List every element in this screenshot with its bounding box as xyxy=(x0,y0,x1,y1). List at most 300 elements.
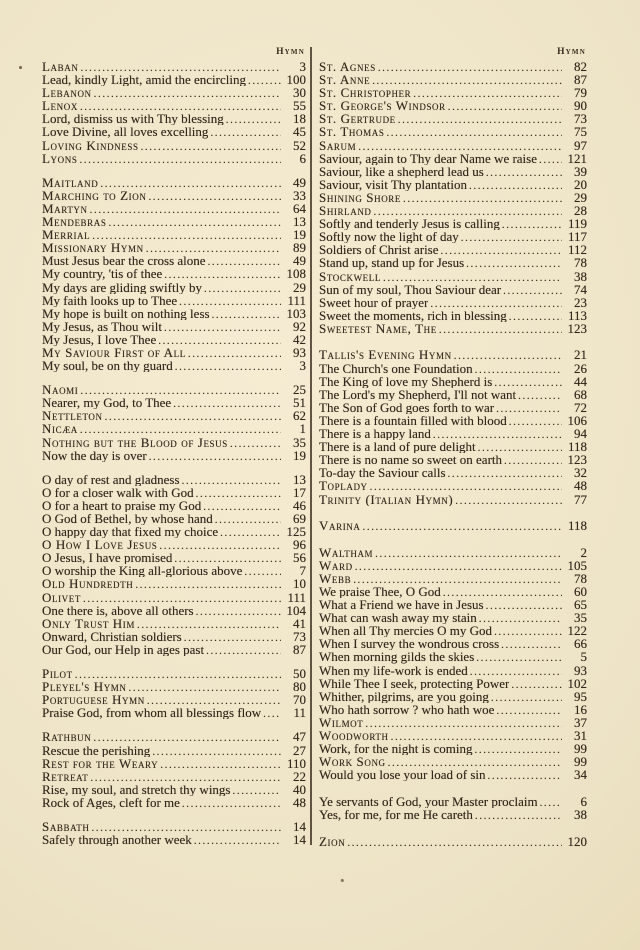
hymn-number: 62 xyxy=(293,408,306,424)
hymn-number: 78 xyxy=(574,570,587,586)
hymn-title: Saviour, visit Thy plantation xyxy=(319,177,468,191)
index-entry-row xyxy=(319,204,587,217)
hymn-title: Ye servants of God, your Master proclaim xyxy=(319,794,538,808)
index-entry-row xyxy=(319,637,587,650)
hymn-number: 3 xyxy=(299,59,306,74)
index-entry-row xyxy=(319,650,587,663)
hymn-number: 111 xyxy=(287,292,306,308)
hymn-title: Lebanon xyxy=(42,86,92,100)
index-entry-row xyxy=(319,309,587,322)
index-group xyxy=(42,730,306,809)
dot-leader xyxy=(475,808,562,823)
index-entry-row xyxy=(42,396,306,409)
hymn-number: 35 xyxy=(293,434,306,450)
hymn-title: There is no name so sweet on earth xyxy=(319,453,503,467)
hymn-number: 11 xyxy=(293,705,306,721)
hymn-title: Lyons xyxy=(42,151,78,165)
hymn-title: My days are gliding swiftly by xyxy=(42,280,202,294)
hymn-title: O day of rest and gladness xyxy=(42,472,180,486)
hymn-number: 49 xyxy=(293,253,306,269)
hymn-title: St. Anne xyxy=(319,73,371,87)
index-entry-row xyxy=(42,744,306,757)
index-entry-row xyxy=(42,796,306,809)
hymn-number: 33 xyxy=(293,187,306,203)
hymn-title: Work Song xyxy=(319,755,386,769)
hymn-title: Naomi xyxy=(42,383,79,397)
hymn-title: My faith looks up to Thee xyxy=(42,293,178,307)
hymn-title: O How I Love Jesus xyxy=(42,538,158,552)
hymn-title: There is a fountain filled with blood xyxy=(319,413,507,428)
hymn-number: 97 xyxy=(574,137,587,153)
index-entry-row xyxy=(319,453,587,466)
hymn-number: 65 xyxy=(574,597,587,613)
hymn-number: 121 xyxy=(567,150,587,166)
hymn-number: 10 xyxy=(293,576,306,592)
hymn-title: O God of Bethel, by whose hand xyxy=(42,512,213,526)
dot-leader xyxy=(347,835,562,850)
hymn-title: Missionary Hymn xyxy=(42,241,144,255)
hymn-title: Stand up, stand up for Jesus xyxy=(319,256,465,270)
hymn-title: Sweet hour of prayer xyxy=(319,295,429,309)
hymn-number: 87 xyxy=(574,72,587,88)
hymn-number: 27 xyxy=(293,742,306,758)
hymn-number: 45 xyxy=(293,124,306,140)
hymn-title: St. Christopher xyxy=(319,86,412,100)
hymn-number: 122 xyxy=(567,623,587,639)
hymn-title: Praise God, from whom all blessings flow xyxy=(42,706,262,720)
hymn-number: 38 xyxy=(574,806,587,822)
dot-leader xyxy=(79,152,281,167)
index-entry-row xyxy=(319,414,587,427)
dot-leader xyxy=(363,519,563,534)
hymn-number: 125 xyxy=(286,524,306,540)
index-entry-row xyxy=(42,73,306,86)
hymn-title: Mendebras xyxy=(42,215,107,229)
hymn-title: Waltham xyxy=(319,545,374,559)
hymn-title: While Thee I seek, protecting Power xyxy=(319,676,510,690)
hymn-title: The King of love my Shepherd is xyxy=(319,374,493,388)
index-entry-row xyxy=(42,307,306,320)
index-entry-row xyxy=(319,152,587,165)
hymn-number: 74 xyxy=(574,281,587,297)
hymn-title: We praise Thee, O God xyxy=(319,584,441,599)
index-entry-row xyxy=(42,486,306,499)
index-entry-row xyxy=(42,591,306,604)
hymn-number: 99 xyxy=(574,741,587,757)
hymn-number: 110 xyxy=(286,755,306,771)
index-entry-row xyxy=(319,466,587,479)
index-entry-row xyxy=(319,742,587,755)
hymn-title: Whither, pilgrims, are you going xyxy=(319,689,489,703)
hymn-number: 52 xyxy=(293,137,306,153)
hymn-title: The Church's one Foundation xyxy=(319,361,473,375)
index-entry-row xyxy=(319,112,587,125)
hymn-number: 94 xyxy=(574,426,587,442)
hymn-number: 17 xyxy=(293,484,306,500)
hymn-title: One there is, above all others xyxy=(42,603,194,617)
hymn-title: When all Thy mercies O my God xyxy=(319,624,493,638)
hymn-title: Yes, for me, for me He careth xyxy=(319,807,473,822)
index-entry-row xyxy=(42,189,306,202)
hymn-number: 16 xyxy=(574,701,587,717)
hymn-title: When I survey the wondrous cross xyxy=(319,637,500,651)
index-entry-row xyxy=(42,60,306,73)
hymn-number: 13 xyxy=(293,471,306,487)
hymn-title: What a Friend we have in Jesus xyxy=(319,598,484,612)
index-entry-row xyxy=(42,333,306,346)
hymn-number: 120 xyxy=(567,833,587,849)
hymn-number: 73 xyxy=(293,628,306,644)
hymn-title: O happy day that fixed my choice xyxy=(42,525,219,539)
index-entry-row xyxy=(319,795,587,808)
index-rows-left xyxy=(42,60,306,846)
hymn-title: Trinity (Italian Hymn) xyxy=(319,492,454,506)
index-entry-row xyxy=(42,383,306,396)
index-group xyxy=(319,546,587,782)
hymn-number: 123 xyxy=(567,320,587,336)
index-entry-row xyxy=(42,643,306,656)
hymn-title: Ward xyxy=(319,558,353,572)
hymn-title: Sweet the moments, rich in blessing xyxy=(319,308,507,322)
hymn-title: O worship the King all-glorious above xyxy=(42,564,243,578)
index-entry-row xyxy=(319,322,587,335)
hymn-number: 64 xyxy=(293,200,306,216)
hymn-number: 89 xyxy=(293,240,306,256)
hymn-number: 55 xyxy=(293,98,306,114)
index-entry-row xyxy=(319,835,587,848)
index-entry-row xyxy=(319,73,587,86)
index-entry-row xyxy=(319,165,587,178)
index-entry-row xyxy=(42,152,306,165)
index-entry-row xyxy=(319,440,587,453)
hymn-title: Zion xyxy=(319,834,346,848)
hymn-title: Who hath sorrow ? who hath woe xyxy=(319,702,495,716)
hymn-title: Would you lose your load of sin xyxy=(319,768,486,782)
hymn-number: 90 xyxy=(574,98,587,114)
hymn-number: 49 xyxy=(293,174,306,190)
hymn-number: 13 xyxy=(293,214,306,230)
column-header-hymn-right: Hymn xyxy=(557,47,586,57)
hymn-number: 22 xyxy=(293,768,306,784)
hymn-number: 30 xyxy=(293,85,306,101)
index-group xyxy=(319,60,587,335)
hymn-number: 68 xyxy=(574,386,587,402)
index-group xyxy=(319,835,587,848)
hymn-title: Sweetest Name, The xyxy=(319,321,437,335)
hymn-number: 118 xyxy=(567,439,587,455)
hymn-title: St. Gertrude xyxy=(319,112,396,126)
hymn-number: 102 xyxy=(567,675,587,691)
hymn-number: 19 xyxy=(293,227,306,243)
hymn-title: Softly and tenderly Jesus is calling xyxy=(319,217,500,231)
index-entry-row xyxy=(319,729,587,742)
ink-speck xyxy=(19,66,22,69)
hymn-title: Must Jesus bear the cross alone xyxy=(42,254,206,268)
hymn-number: 99 xyxy=(574,754,587,770)
hymn-title: Laban xyxy=(42,60,79,74)
hymn-number: 66 xyxy=(574,636,587,652)
hymn-number: 19 xyxy=(293,447,306,463)
index-entry-row xyxy=(319,611,587,624)
dot-leader xyxy=(488,768,563,783)
index-entry-row xyxy=(42,820,306,833)
hymn-title: Old Hundredth xyxy=(42,577,134,591)
index-entry-row xyxy=(319,362,587,375)
hymn-number: 40 xyxy=(293,781,306,797)
index-entry-row xyxy=(42,667,306,680)
index-entry-row xyxy=(42,604,306,617)
hymn-title: Nicæa xyxy=(42,422,78,436)
hymn-title: My Jesus, I love Thee xyxy=(42,332,157,346)
dot-leader xyxy=(182,796,281,811)
index-entry-row xyxy=(42,499,306,512)
hymn-title: O for a closer walk with God xyxy=(42,485,194,499)
index-entry-row xyxy=(319,755,587,768)
index-entry-row xyxy=(319,191,587,204)
hymn-title: My Saviour First of All xyxy=(42,345,186,360)
hymn-number: 95 xyxy=(574,688,587,704)
hymn-number: 42 xyxy=(293,331,306,347)
index-entry-row xyxy=(319,270,587,283)
index-entry-row xyxy=(42,86,306,99)
hymn-title: Pilot xyxy=(42,667,73,681)
hymn-number: 50 xyxy=(293,666,306,682)
index-entry-row xyxy=(42,320,306,333)
hymn-title: Lenox xyxy=(42,99,78,113)
hymn-number: 75 xyxy=(574,124,587,140)
index-entry-row xyxy=(319,283,587,296)
column-divider-rule xyxy=(310,47,312,845)
hymn-title: To-day the Saviour calls xyxy=(319,466,446,480)
hymn-number: 105 xyxy=(567,557,587,573)
hymn-number: 93 xyxy=(293,344,306,360)
hymn-number: 18 xyxy=(293,111,306,127)
hymn-number: 72 xyxy=(574,399,587,415)
hymn-number: 37 xyxy=(574,714,587,730)
hymn-number: 32 xyxy=(574,465,587,481)
dot-leader xyxy=(206,643,281,658)
hymn-title: Rock of Ages, cleft for me xyxy=(42,795,180,809)
index-entry-row xyxy=(319,86,587,99)
hymn-number: 14 xyxy=(293,832,306,848)
index-entry-row xyxy=(319,479,587,492)
hymn-number: 2 xyxy=(580,544,587,560)
hymn-number: 46 xyxy=(293,497,306,513)
index-entry-row xyxy=(319,401,587,414)
hymn-number: 41 xyxy=(293,615,306,631)
hymn-title: Work, for the night is coming xyxy=(319,742,473,756)
index-entry-row xyxy=(319,716,587,729)
hymn-number: 96 xyxy=(293,537,306,553)
index-entry-row xyxy=(42,176,306,189)
index-entry-row xyxy=(42,346,306,359)
hymn-number: 79 xyxy=(574,85,587,101)
index-entry-row xyxy=(319,559,587,572)
index-group xyxy=(319,348,587,505)
index-entry-row xyxy=(42,202,306,215)
hymn-title: There is a happy land xyxy=(319,427,431,441)
index-entry-row xyxy=(42,693,306,706)
hymn-number: 87 xyxy=(293,641,306,657)
hymn-title: Shining Shore xyxy=(319,190,402,205)
hymn-title: What can wash away my stain xyxy=(319,611,477,625)
hymn-title: My soul, be on thy guard xyxy=(42,359,173,373)
index-group xyxy=(42,60,306,165)
index-entry-row xyxy=(42,564,306,577)
hymn-number: 47 xyxy=(293,729,306,745)
hymn-title: Rest for the Weary xyxy=(42,756,159,770)
hymn-title: Only Trust Him xyxy=(42,616,135,630)
hymn-number: 23 xyxy=(574,294,587,310)
hymn-title: My Jesus, as Thou wilt xyxy=(42,319,163,333)
index-entry-row xyxy=(319,664,587,677)
hymn-number: 112 xyxy=(567,242,587,258)
hymn-title: Marching to Zion xyxy=(42,188,147,202)
hymn-title: Soldiers of Christ arise xyxy=(319,243,439,257)
hymn-title: Onward, Christian soldiers xyxy=(42,629,182,643)
index-entry-row xyxy=(319,230,587,243)
hymn-number: 21 xyxy=(574,347,587,363)
hymn-title: Rescue the perishing xyxy=(42,743,151,757)
index-entry-row xyxy=(319,677,587,690)
hymn-title: Toplady xyxy=(319,479,368,493)
index-entry-row xyxy=(319,217,587,230)
index-entry-row xyxy=(42,680,306,693)
index-entry-row xyxy=(42,139,306,152)
index-entry-row xyxy=(42,241,306,254)
hymn-title: Nearer, my God, to Thee xyxy=(42,396,172,410)
hymn-title: Lead, kindly Light, amid the encircling xyxy=(42,73,246,87)
hymn-number: 119 xyxy=(567,216,587,232)
hymn-title: Shirland xyxy=(319,204,372,218)
dot-leader xyxy=(194,833,281,848)
index-entry-row xyxy=(42,99,306,112)
index-group xyxy=(42,667,306,719)
hymn-title: Olivet xyxy=(42,590,81,604)
index-group xyxy=(42,473,306,656)
hymn-number: 104 xyxy=(286,602,306,618)
hymn-title: Retreat xyxy=(42,769,89,783)
hymn-number: 117 xyxy=(567,229,587,245)
hymn-title: St. Agnes xyxy=(319,60,376,74)
index-entry-row xyxy=(319,178,587,191)
index-entry-row xyxy=(319,624,587,637)
hymn-title: St. George's Windsor xyxy=(319,99,446,113)
index-entry-row xyxy=(42,783,306,796)
hymn-title: The Son of God goes forth to war xyxy=(319,400,495,414)
index-column-right xyxy=(319,44,587,848)
hymn-number: 113 xyxy=(567,307,587,323)
hymn-number: 78 xyxy=(574,255,587,271)
index-entry-row xyxy=(42,630,306,643)
index-entry-row xyxy=(42,228,306,241)
index-entry-row xyxy=(319,125,587,138)
hymn-number: 123 xyxy=(567,452,587,468)
index-entry-row xyxy=(42,449,306,462)
hymn-number: 35 xyxy=(574,610,587,626)
hymn-number: 106 xyxy=(567,412,587,428)
hymn-number: 80 xyxy=(293,679,306,695)
index-entry-row xyxy=(42,254,306,267)
hymn-number: 118 xyxy=(567,518,587,534)
index-entry-row xyxy=(42,833,306,846)
index-entry-row xyxy=(319,388,587,401)
hymn-title: Lord, dismiss us with Thy blessing xyxy=(42,112,224,126)
dot-leader xyxy=(263,706,281,721)
hymn-number: 77 xyxy=(574,491,587,507)
index-entry-row xyxy=(319,598,587,611)
index-entry-row xyxy=(319,139,587,152)
hymn-number: 111 xyxy=(287,589,306,605)
index-group xyxy=(319,795,587,821)
hymn-title: Tallis's Evening Hymn xyxy=(319,348,452,362)
index-entry-row xyxy=(319,256,587,269)
index-entry-row xyxy=(42,281,306,294)
hymn-number: 60 xyxy=(574,583,587,599)
hymn-number: 25 xyxy=(293,382,306,398)
hymn-number: 6 xyxy=(299,150,306,166)
index-entry-row xyxy=(319,519,587,532)
hymn-number: 51 xyxy=(293,395,306,411)
index-entry-row xyxy=(42,112,306,125)
hymn-title: Wilmot xyxy=(319,715,364,729)
hymn-title: Rise, my soul, and stretch thy wings xyxy=(42,782,231,796)
hymn-title: Now the day is over xyxy=(42,448,147,462)
index-entry-row xyxy=(319,585,587,598)
index-entry-row xyxy=(319,296,587,309)
hymn-number: 29 xyxy=(293,279,306,295)
index-entry-row xyxy=(42,215,306,228)
index-column-left xyxy=(42,44,306,846)
hymn-title: Nettleton xyxy=(42,409,103,423)
ink-speck xyxy=(341,878,345,882)
index-entry-row xyxy=(319,60,587,73)
index-group xyxy=(42,820,306,846)
hymn-number: 73 xyxy=(574,111,587,127)
index-entry-row xyxy=(319,572,587,585)
hymn-title: My hope is built on nothing less xyxy=(42,306,210,320)
index-entry-row xyxy=(319,703,587,716)
hymn-number: 103 xyxy=(286,305,306,321)
hymn-number: 56 xyxy=(293,550,306,566)
hymn-title: St. Thomas xyxy=(319,125,385,139)
column-header-hymn-left: Hymn xyxy=(276,47,305,57)
hymn-number: 44 xyxy=(574,373,587,389)
index-entry-row xyxy=(42,730,306,743)
hymn-number: 28 xyxy=(574,203,587,219)
dot-leader xyxy=(455,493,562,508)
hymn-number: 48 xyxy=(293,794,306,810)
index-entry-row xyxy=(42,512,306,525)
index-entry-row xyxy=(42,473,306,486)
hymn-number: 5 xyxy=(580,649,587,665)
index-entry-row xyxy=(42,757,306,770)
dot-leader xyxy=(439,322,562,337)
index-group xyxy=(42,383,306,462)
hymn-number: 38 xyxy=(574,268,587,284)
index-entry-row xyxy=(319,348,587,361)
index-entry-row xyxy=(319,493,587,506)
hymn-title: Nothing but the Blood of Jesus xyxy=(42,435,228,449)
index-entry-row xyxy=(42,125,306,138)
index-entry-row xyxy=(42,436,306,449)
index-group xyxy=(42,176,306,372)
hymn-number: 7 xyxy=(299,563,306,579)
hymn-title: Loving Kindness xyxy=(42,138,139,152)
hymn-number: 100 xyxy=(286,72,306,88)
hymn-title: Varina xyxy=(319,519,361,533)
hymn-number: 34 xyxy=(574,767,587,783)
